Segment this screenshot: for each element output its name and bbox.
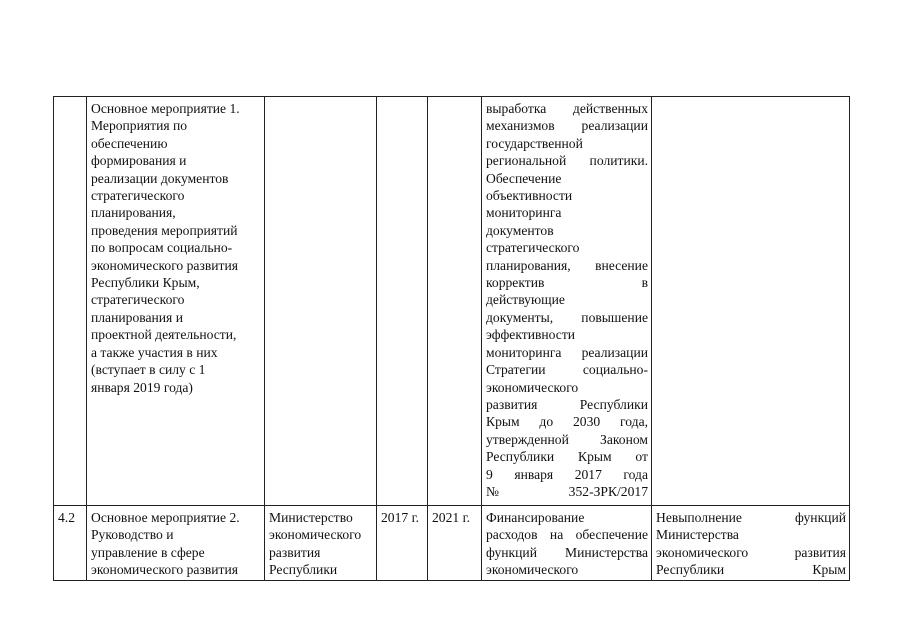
expected-result: выработка действенных механизмов реализации государственной региональной политики. Обеспечение объективности мониторинга документов стратегического планирования, внесение корректив в действующие документы, повышение эффективности мониторинга реализации Стратегии социально- экономического развития Республики Крым до 2030 года, утвержденной Законом Республики Крым от 9 января 2017 года № 352-ЗРК/2017 [486,101,648,499]
cell-start-year [377,97,428,506]
cell-measure-title [87,97,265,506]
consequences: Невыполнение функций Министерства экономического развития Республики Крым [656,510,846,578]
cell-consequences [652,506,850,581]
measure-title: Основное мероприятие 1. Мероприятия по обеспечению формирования и реализации документов стратегического планирования, проведения мероприятий по вопросам социально- экономического развития Республики Крым, стратегического планирования и проектной деятельности, а также участия в них (вступает в силу с 1 января 2019 года) [91,101,240,395]
end-year: 2021 г. [432,510,471,525]
cell-start-year [377,506,428,581]
row-number: 4.2 [58,510,75,525]
cell-number [54,97,87,506]
cell-measure-title [87,506,265,581]
cell-expected-result [482,97,652,506]
expected-result: Финансирование расходов на обеспечение функций Министерства экономического [486,510,648,578]
cell-end-year [428,506,482,581]
table-row [54,97,850,506]
cell-number [54,506,87,581]
measure-title: Основное мероприятие 2. Руководство и управление в сфере экономического развития [91,510,240,578]
cell-consequences [652,97,850,506]
executor: Министерство экономического развития Республики [269,510,362,578]
cell-executor [265,97,377,506]
cell-executor [265,506,377,581]
cell-end-year [428,97,482,506]
start-year: 2017 г. [381,510,420,525]
table-row [54,506,850,581]
cell-expected-result [482,506,652,581]
program-measures-table [53,96,850,581]
